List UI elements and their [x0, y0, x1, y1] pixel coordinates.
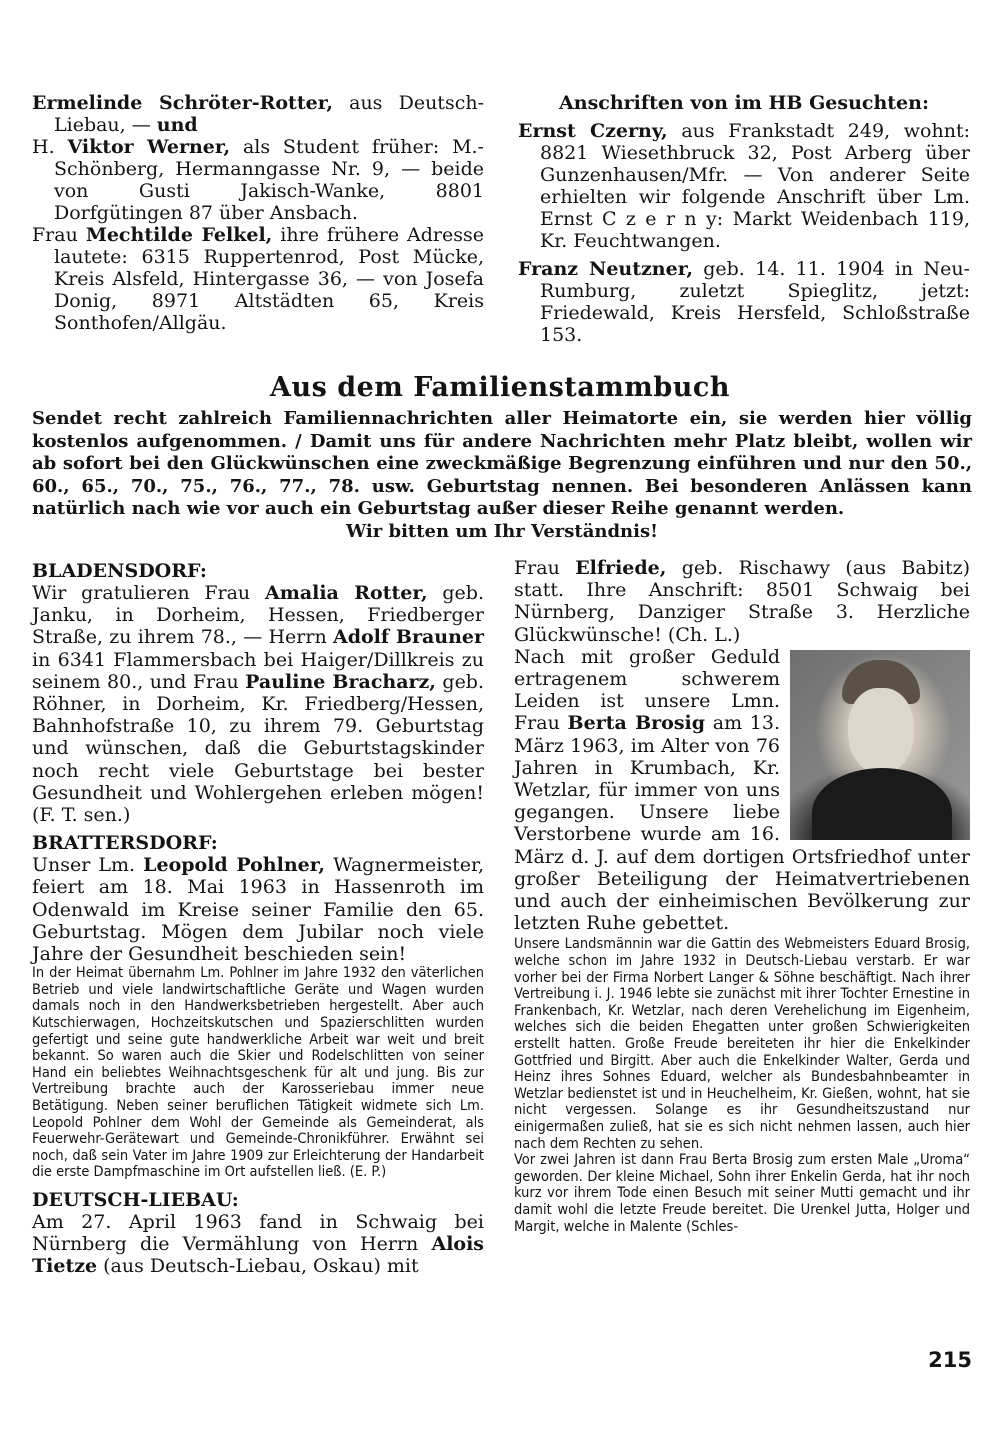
brattersdorf-text	[32, 854, 484, 965]
entry-felkel	[32, 224, 484, 334]
text: in 6341 Flammersbach bei Haiger/Dillkreis zu seinem 80., und Frau	[32, 648, 484, 693]
entry-schroeter-werner	[32, 92, 484, 136]
entry-text: aus Deutsch-Liebau, —	[54, 92, 484, 136]
right-column	[514, 557, 970, 1235]
name-pauline-bracharz: Pauline Bracharz,	[245, 670, 436, 693]
wedding-continuation	[514, 557, 970, 646]
name-adolf-brauner: Adolf Brauner	[332, 626, 484, 649]
entry-werner	[32, 136, 484, 224]
text: Frau	[514, 557, 576, 579]
entry-text: geb. 14. 11. 1904 in Neu-Rumburg, zuletzt Spieglitz, jetzt: Friedewald, Kreis Hersfeld, Schloßstraße 153.	[540, 258, 970, 346]
heading-bladensdorf: BLADENSDORF:	[32, 560, 207, 582]
text: Unser Lm.	[32, 854, 144, 877]
text: geb. Röhner, in Dorheim, Kr. Friedberg/Hessen, Bahnhofstraße 10, zu ihrem 79. Geburtstag und wünschen, daß die Geburtstagskinder noch recht viele Geburtstage bei bester Gesundheit und Wohlergehen erleben mögen! (F. T. sen.)	[32, 670, 485, 827]
gesuchte-heading: Anschriften von im HB Gesuchten:	[559, 92, 929, 114]
entry-text: aus Frankstadt 249, wohnt: 8821 Wiesethbruck 32, Post Arberg über Gunzenhausen/Mfr. — Von anderer Seite erhielten wir folgende Anschrift über Lm. Ernst C z e r n y: Markt Weidenbach 119, Kr. Feuchtwangen.	[540, 120, 970, 252]
prefix: Frau	[32, 224, 86, 246]
brattersdorf-details: In der Heimat übernahm Lm. Pohlner im Jahre 1932 den väterlichen Betrieb und viele landwirtschaftliche Geräte und Wagen wurden damals noch in den Handwerksbetrieben hergestellt. Aber auch Kutschierwagen, Hochzeitskutschen und Spazierschlitten wurden gefertigt und seine gute handwerkliche Arbeit war weit und breit bekannt. So waren auch die Skier und Rodelschlitten von seiner Hand ein beliebtes Weihnachtsgeschenk für alt und jung. Bis zur Vertreibung brachte auch der Karosseriebau immer neue Betätigung. Neben seiner beruflichen Tätigkeit widmete sich Lm. Leopold Pohlner dem Wohl der Gemeinde als Gemeinderat, als Feuerwehr-Gerätewart und Gemeinde-Chronikführer. Erwähnt sei noch, daß sein Vater im Jahre 1909 zur Erleichterung der Handarbeit die erste Dampfmaschine im Ort aufstellen ließ. (E. P.)	[32, 965, 484, 1181]
entry-text: als Student früher: M.-Schönberg, Hermanngasse Nr. 9, — beide von Gusti Jakisch-Wanke, 8801 Dorfgütingen 87 über Ansbach.	[54, 136, 484, 224]
text: Nach mit großer Geduld ertragenem schwerem Leiden ist unsere Lmn. Frau	[514, 645, 780, 735]
deutsch-liebau-text	[32, 1211, 484, 1278]
page-number: 215	[928, 1348, 972, 1372]
text: am 13. März 1963, im Alter von 76 Jahren in Krumbach, Kr. Wetzlar, für immer von uns gegangen. Unsere liebe Verstorbene wurde am 16. März d. J. auf dem dortigen Ortsfriedhof unter großer Beteiligung der Heimatvertriebenen und auch der einheimischen Bevölkerung zur letzten Ruhe gebettet.	[514, 712, 970, 935]
section-title: Aus dem Familienstammbuch	[270, 372, 730, 403]
prefix: H.	[32, 136, 68, 158]
photo-body	[812, 768, 952, 840]
name-ermelinde: Ermelinde Schröter-Rotter,	[32, 92, 333, 114]
portrait-photo	[790, 650, 970, 840]
intro-closing: Wir bitten um Ihr Verständnis!	[346, 520, 658, 542]
text: Wagnermeister, feiert am 18. Mai 1963 in Hassenroth im Odenwald im Kreise seiner Familie den 65. Geburtstag. Mögen dem Jubilar noch viele Jahre der Gesundheit beschieden sein!	[32, 854, 484, 966]
bladensdorf-text	[32, 582, 484, 826]
name-viktor-werner: Viktor Werner,	[67, 136, 231, 158]
name-berta-brosig: Berta Brosig	[567, 712, 706, 735]
name-elfriede: Elfriede,	[575, 557, 667, 579]
name-ernst-czerny: Ernst Czerny,	[518, 120, 668, 142]
intro-notice	[32, 408, 972, 544]
top-left-column	[32, 92, 484, 334]
top-right-column	[518, 92, 970, 346]
entry-text: ihre frühere Adresse lautete: 6315 Ruppertenrod, Post Mücke, Kreis Alsfeld, Hintergasse 36, — von Josefa Donig, 8971 Altstädten 65, Kreis Sonthofen/Allgäu.	[54, 224, 485, 334]
text: Am 27. April 1963 fand in Schwaig bei Nürnberg die Vermählung von Herrn	[32, 1210, 484, 1256]
text: geb. Rischawy (aus Babitz) statt. Ihre Anschrift: 8501 Schwaig bei Nürnberg, Danziger Straße 3. Herzliche Glückwünsche! (Ch. L.)	[514, 557, 971, 646]
entry-czerny	[518, 120, 970, 252]
text: Wir gratulieren Frau	[32, 582, 265, 604]
text: geb. Janku, in Dorheim, Hessen, Friedberger Straße, zu ihrem 78., — Herrn	[32, 582, 484, 649]
left-column	[32, 560, 484, 1278]
entry-neutzner	[518, 258, 970, 346]
name-leopold-pohlner: Leopold Pohlner,	[143, 854, 325, 877]
obituary-details: Unsere Landsmännin war die Gattin des Webmeisters Eduard Brosig, welche schon im Jahre 1932 in Deutsch-Liebau verstarb. Er war vorher bei der Firma Norbert Langer & Söhne beschäftigt. Nach ihrer Vertreibung i. J. 1946 lebte sie zunächst mit ihrer Tochter Ernestine in Frankenbach, Kr. Wetzlar, nach deren Verehelichung im Eigenheim, welches sich die beiden Ehegatten unter großen Schwierigkeiten erstellt hatten. Große Freude bereiteten ihr hier die Enkelkinder Gottfried und Birgitt. Aber auch die Enkelkinder Walter, Gerda und Heinz ihres Sohnes Eduard, welcher als Bundesbahnbeamter in Wetzlar bedienstet ist und in Heuchelheim, Kr. Gießen, wohnt, hat sie nicht vergessen. Solange es ihr Gesundheitszustand nur einigermaßen zuließ, hat sie es sich nicht nehmen lassen, auch hier nach dem Rechten zu sehen.	[514, 936, 970, 1152]
intro-text: Sendet recht zahlreich Familiennachrichten aller Heimatorte ein, sie werden hier völlig kostenlos aufgenommen. / Damit uns für andere Nachrichten mehr Platz bleibt, wollen wir ab sofort bei den Glückwünschen eine zweckmäßige Begrenzung einführen und nur den 50., 60., 65., 70., 75., 76., 77., 78. usw. Geburtstag nennen. Bei besonderen Anlässen kann natürlich nach wie vor auch ein Geburtstag außer dieser Reihe genannt werden.	[32, 408, 972, 520]
heading-deutsch-liebau: DEUTSCH-LIEBAU:	[32, 1188, 239, 1211]
name-alois-tietze: Alois Tietze	[32, 1233, 484, 1278]
name-franz-neutzner: Franz Neutzner,	[518, 258, 693, 280]
heading-brattersdorf: BRATTERSDORF:	[32, 832, 218, 855]
obituary-details-2: Vor zwei Jahren ist dann Frau Berta Brosig zum ersten Male „Uroma“ geworden. Der kleine Michael, Sohn ihrer Enkelin Gerda, hat ihr noch kurz vor ihrem Tode einen Besuch mit seiner Mutti gemacht und ihr damit wohl die letzte Freude bereitet. Die Urenkel Jutta, Holger und Margit, welche in Malente (Schles-	[514, 1152, 970, 1235]
photo-face	[848, 688, 914, 774]
text: (aus Deutsch-Liebau, Oskau) mit	[97, 1255, 419, 1278]
und-word: und	[156, 114, 198, 136]
name-mechtilde-felkel: Mechtilde Felkel,	[85, 224, 273, 246]
name-amalia-rotter: Amalia Rotter,	[264, 582, 428, 604]
